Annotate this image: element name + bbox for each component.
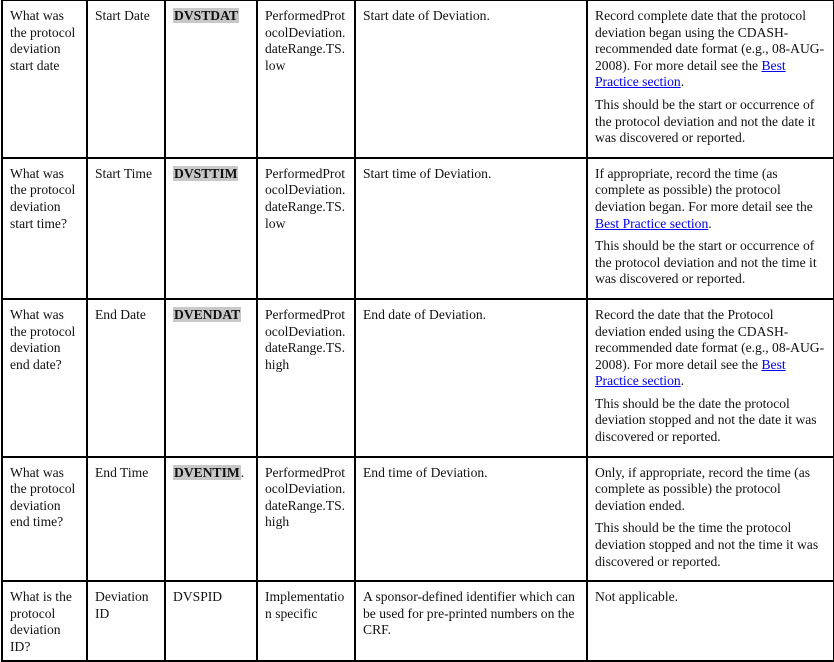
instruction-paragraph: Not applicable. — [595, 589, 679, 605]
table-row — [2, 0, 834, 158]
bridg-cell: PerformedProtocolDeviation.dateRange.TS.low — [257, 0, 355, 158]
instruction-paragraph: Record the date that the Protocol deviation ended using the CDASH-recommended date format (e.g., 08-AUG-2008). For more detail see the Best Practice section. — [595, 306, 825, 389]
instructions-cell — [587, 457, 834, 582]
bridg-cell: PerformedProtocolDeviation.dateRange.TS.high — [257, 299, 355, 457]
variable-cell — [165, 158, 257, 299]
instruction-paragraph: This should be the start or occurrence of the protocol deviation and not the time it was discovered or reported. — [595, 238, 817, 287]
instruction-paragraph: Only, if appropriate, record the time (as complete as possible) the protocol deviation ended. — [595, 464, 811, 513]
variable-cell — [165, 0, 257, 158]
best-practice-link[interactable]: Best Practice section — [595, 356, 786, 389]
variable-name: DVENTIM — [174, 464, 240, 480]
definition-cell: End time of Deviation. — [355, 457, 587, 582]
best-practice-link[interactable]: Best Practice section — [595, 57, 786, 90]
bridg-cell: Implementation specific — [257, 581, 355, 660]
variable-cell: DVENTIM. — [165, 457, 257, 582]
prompt-cell: Start Date — [87, 0, 165, 158]
table-row — [2, 158, 834, 299]
instruction-paragraph: Record complete date that the protocol deviation began using the CDASH-recommended date format (e.g., 08-AUG-2008). For more detail see the Best Practice section. — [595, 8, 825, 90]
prompt-cell: End Date — [87, 299, 165, 457]
instruction-paragraph: If appropriate, record the time (as complete as possible) the protocol deviation began. For more detail see the Best Practice section. — [595, 165, 813, 231]
bridg-cell: PerformedProtocolDeviation.dateRange.TS.high — [257, 457, 355, 582]
instructions-cell — [587, 299, 834, 457]
instruction-paragraph: This should be the date the protocol deviation stopped and not the date it was discovered or reported. — [595, 395, 817, 445]
bridg-cell: PerformedProtocolDeviation.dateRange.TS.low — [257, 158, 355, 299]
question-text-cell: What was the protocol deviation start time? — [2, 158, 87, 299]
definition-cell: A sponsor-defined identifier which can be used for pre-printed numbers on the CRF. — [355, 581, 587, 660]
definition-cell: End date of Deviation. — [355, 299, 587, 457]
prompt-cell: End Time — [87, 457, 165, 582]
variable-cell — [165, 299, 257, 457]
table-row — [2, 457, 834, 582]
table-row — [2, 299, 834, 457]
definition-cell: Start time of Deviation. — [355, 158, 587, 299]
instruction-paragraph: This should be the time the protocol deviation stopped and not the time it was discovered or reported. — [595, 520, 819, 569]
question-text-cell: What was the protocol deviation end time? — [2, 457, 87, 582]
cdash-deviation-table — [1, 0, 834, 662]
table-row — [2, 581, 834, 660]
variable-cell — [165, 581, 257, 660]
instructions-cell — [587, 0, 834, 158]
instructions-cell — [587, 158, 834, 299]
variable-name: DVSPID — [173, 589, 223, 605]
question-text-cell: What was the protocol deviation end date? — [2, 299, 87, 457]
variable-name: DVSTTIM — [174, 165, 238, 181]
prompt-cell: Start Time — [87, 158, 165, 299]
question-text-cell: What was the protocol deviation start date — [2, 0, 87, 158]
question-text-cell: What is the protocol deviation ID? — [2, 581, 87, 660]
best-practice-link[interactable]: Best Practice section — [595, 215, 709, 231]
instructions-cell — [587, 581, 834, 660]
instruction-paragraph: This should be the start or occurrence of the protocol deviation and not the date it was discovered or reported. — [595, 96, 816, 146]
variable-name: DVSTDAT — [174, 8, 238, 23]
variable-name: DVENDAT — [174, 306, 241, 322]
definition-cell: Start date of Deviation. — [355, 0, 587, 158]
prompt-cell: Deviation ID — [87, 581, 165, 660]
